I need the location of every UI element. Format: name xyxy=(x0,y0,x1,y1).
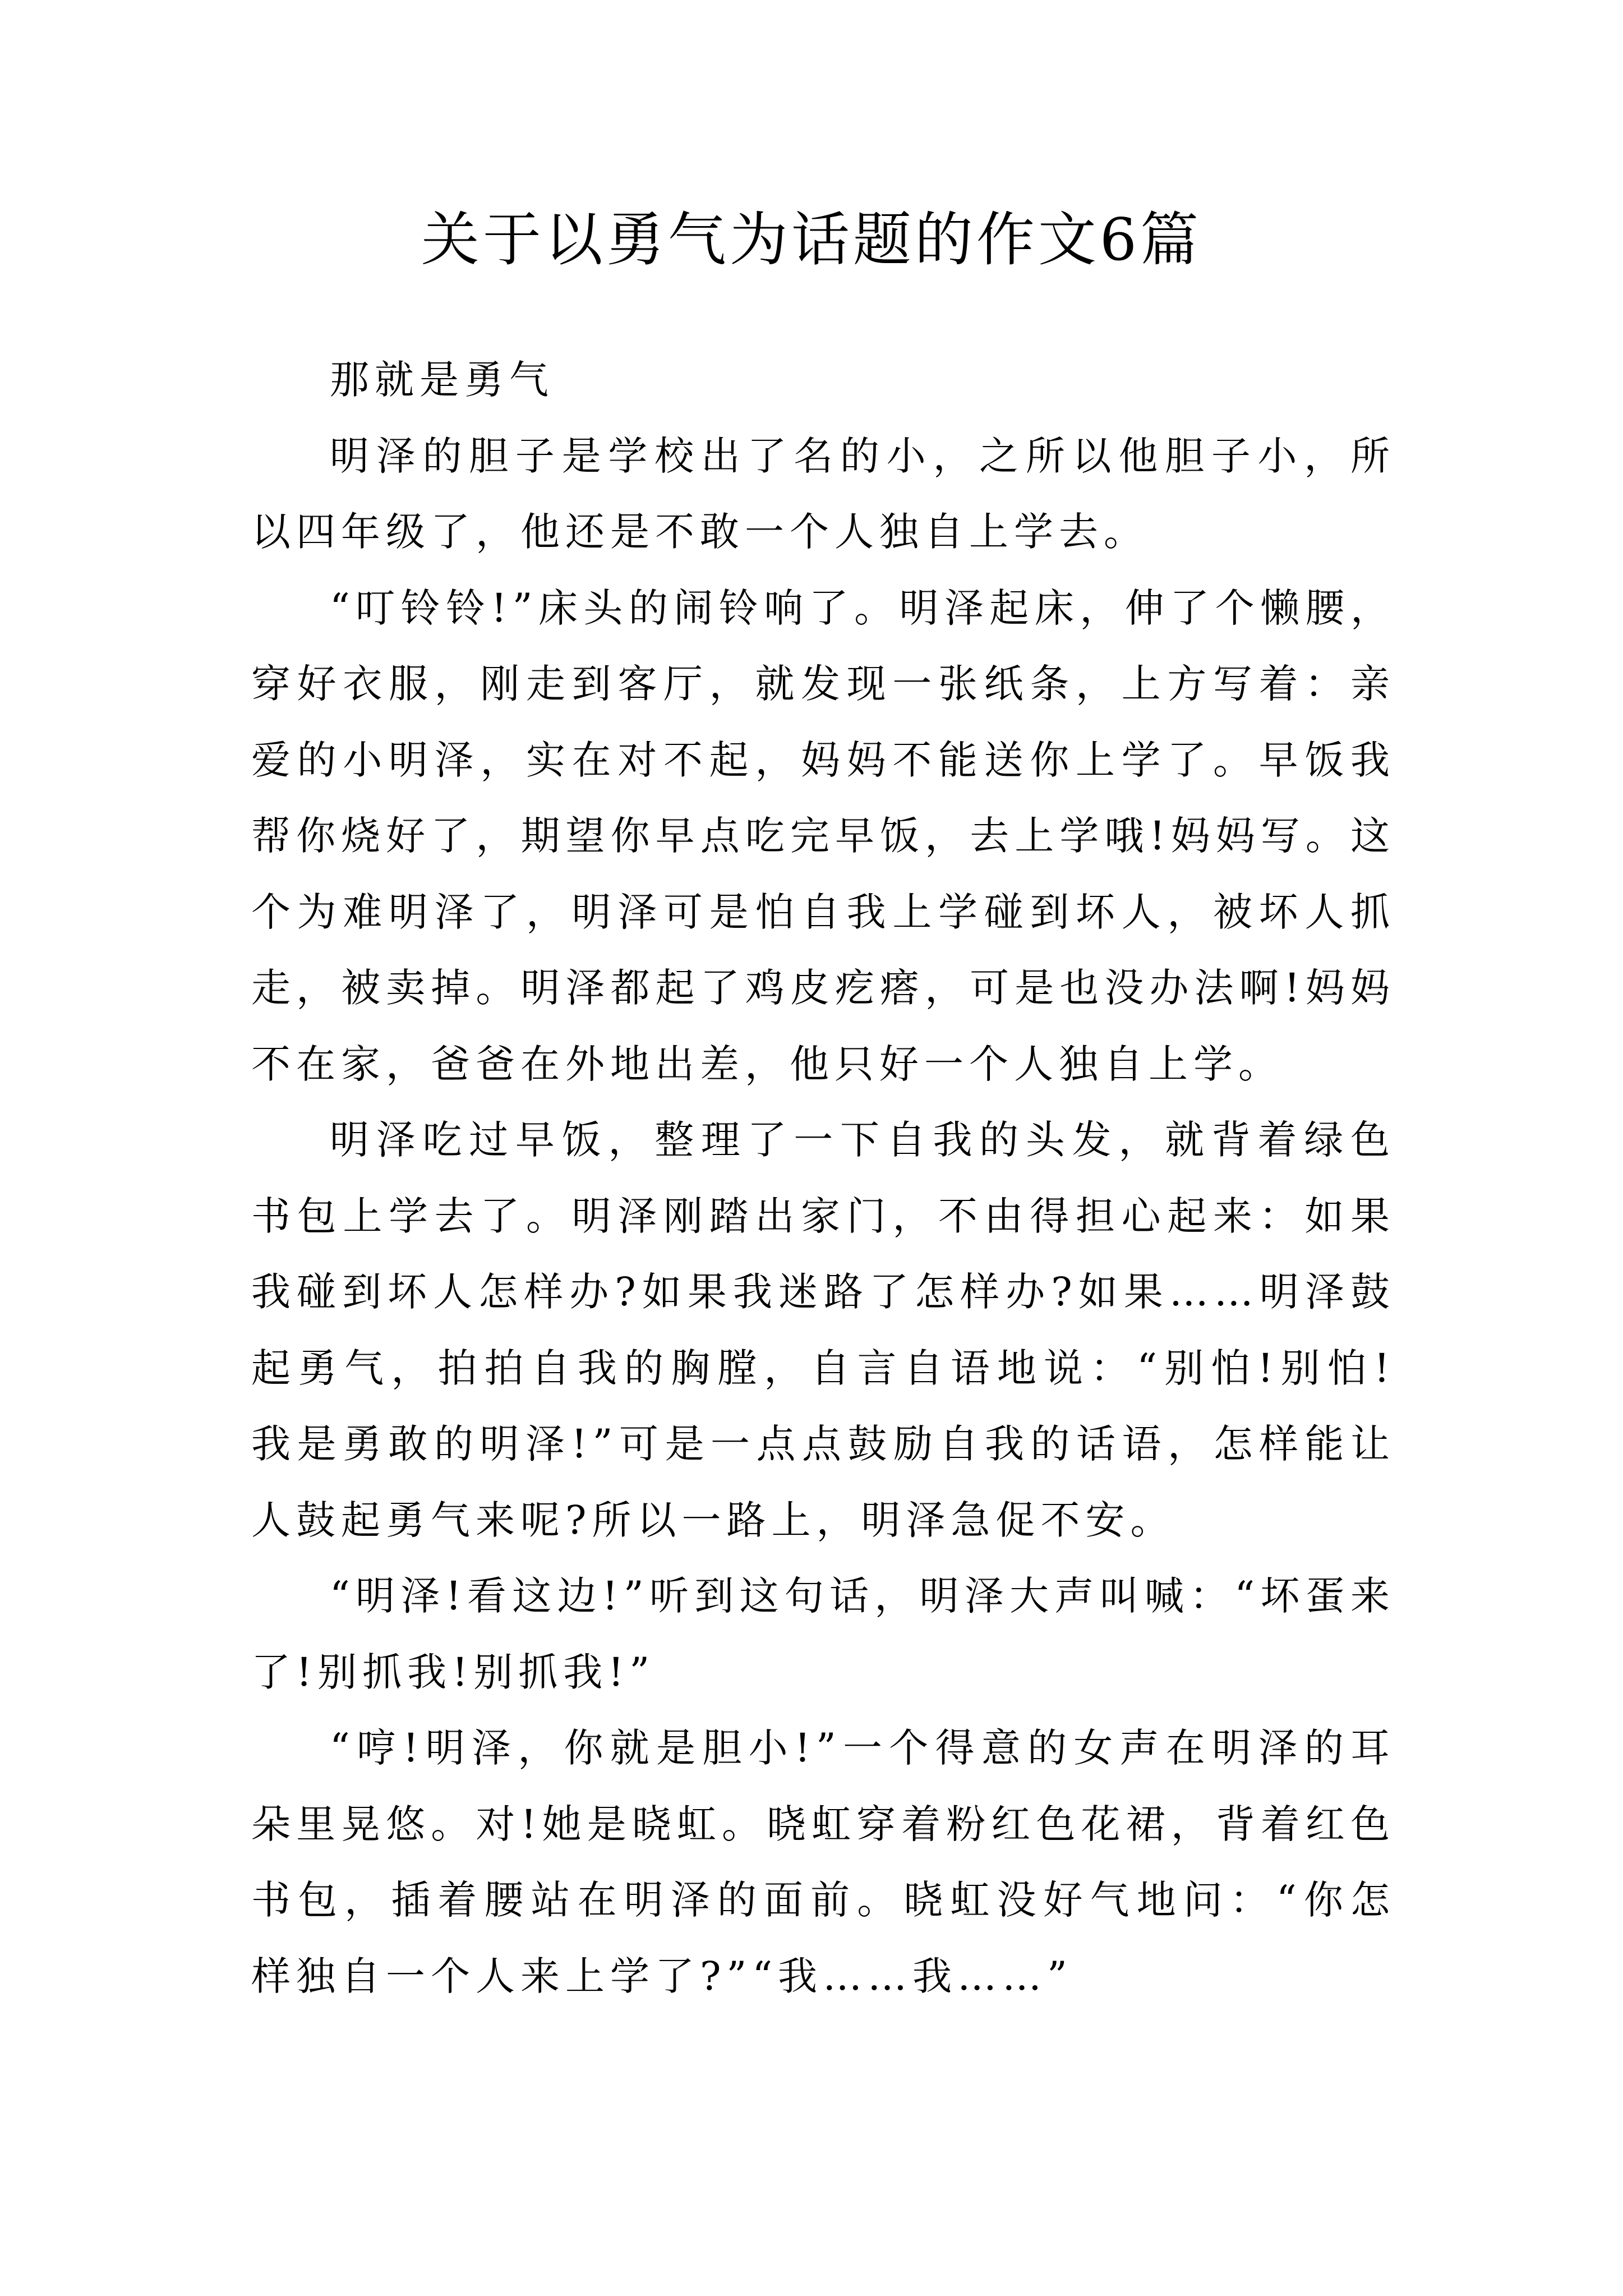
paragraph: “叮铃铃!”床头的闹铃响了。明泽起床，伸了个懒腰，穿好衣服，刚走到客厅，就发现一张纸条，上方写着：亲爱的小明泽，实在对不起，妈妈不能送你上学了。早饭我帮你烧好了，期望你早点吃完早饭，去上学哦!妈妈写。这个为难明泽了，明泽可是怕自我上学碰到坏人，被坏人抓走，被卖掉。明泽都起了鸡皮疙瘩，可是也没办法啊!妈妈不在家，爸爸在外地出差，他只好一个人独自上学。 xyxy=(251,585,1395,1087)
document-title: 关于以勇气为话题的作文6篇 xyxy=(421,205,1202,274)
paragraph: 那就是勇气 xyxy=(330,357,554,403)
paragraph: 明泽吃过早饭，整理了一下自我的头发，就背着绿色书包上学去了。明泽刚踏出家门，不由得担心起来：如果我碰到坏人怎样办?如果我迷路了怎样办?如果……明泽鼓起勇气，拍拍自我的胸膛，自言自语地说：“别怕!别怕!我是勇敢的明泽!”可是一点点鼓励自我的话语，怎样能让人鼓起勇气来呢?所以一路上，明泽急促不安。 xyxy=(251,1117,1395,1543)
document-body xyxy=(251,342,1395,2014)
paragraph: “明泽!看这边!”听到这句话，明泽大声叫喊：“坏蛋来了!别抓我!别抓我!” xyxy=(251,1573,1395,1695)
paragraph: 明泽的胆子是学校出了名的小，之所以他胆子小，所以四年级了，他还是不敢一个人独自上学去。 xyxy=(251,432,1395,555)
paragraph: “哼!明泽，你就是胆小!”一个得意的女声在明泽的耳朵里晃悠。对!她是晓虹。晓虹穿着粉红色花裙，背着红色书包，插着腰站在明泽的面前。晓虹没好气地问：“你怎样独自一个人来上学了?”“我……我……” xyxy=(251,1725,1395,1999)
